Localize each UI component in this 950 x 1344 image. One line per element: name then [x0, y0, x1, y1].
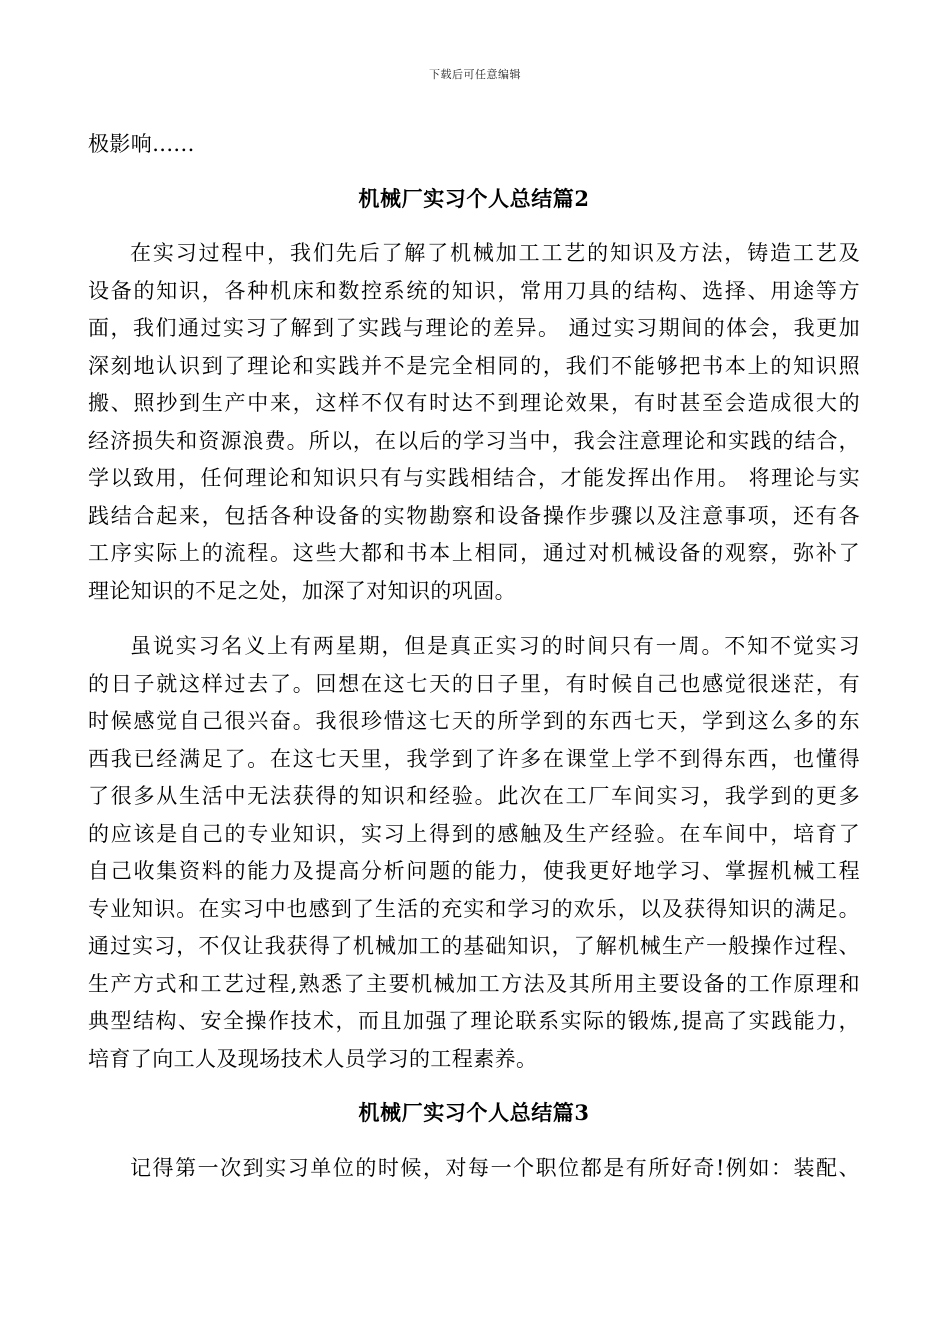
paragraph-line: 学以致用，任何理论和知识只有与实践相结合，才能发挥出作用。 将理论与实: [88, 466, 860, 490]
paragraph-line: 深刻地认识到了理论和实践并不是完全相同的，我们不能够把书本上的知识照: [88, 353, 860, 378]
paragraph-line: 的日子就这样过去了。回想在这七天的日子里，有时候自己也感觉很迷茫，有: [88, 671, 860, 696]
paragraph-line: 专业知识。在实习中也感到了生活的充实和学习的欢乐，以及获得知识的满足。: [88, 896, 860, 921]
section-3-title: 机械厂实习个人总结篇3: [358, 1100, 590, 1125]
paragraph-line: 自己收集资料的能力及提高分析问题的能力，使我更好地学习、掌握机械工程: [88, 859, 860, 883]
paragraph-line: 培育了向工人及现场技术人员学习的工程素养。: [88, 1046, 538, 1071]
paragraph-line: 理论知识的不足之处，加深了对知识的巩固。: [88, 578, 516, 603]
paragraph-line: 了很多从生活中无法获得的知识和经验。此次在工厂车间实习，我学到的更多: [88, 784, 860, 808]
page-header: 下载后可任意编辑: [429, 68, 521, 81]
document-body: [88, 126, 860, 1187]
paragraph-line: 工序实际上的流程。这些大都和书本上相同，通过对机械设备的观察，弥补了: [88, 541, 860, 565]
paragraph-line: 践结合起来，包括各种设备的实物勘察和设备操作步骤以及注意事项，还有各: [88, 503, 860, 528]
previous-section-tail: 极影响......: [88, 132, 195, 156]
paragraph-line: 西我已经满足了。在这七天里，我学到了许多在课堂上学不到得东西，也懂得: [88, 746, 860, 771]
section-2-paragraph-2: [88, 628, 860, 1078]
paragraph-line: 生产方式和工艺过程,熟悉了主要机械加工方法及其所用主要设备的工作原理和: [88, 971, 860, 996]
paragraph-line: 搬、照抄到生产中来，这样不仅有时达不到理论效果，有时甚至会造成很大的: [88, 391, 860, 415]
paragraph-line: 在实习过程中，我们先后了解了机械加工工艺的知识及方法，铸造工艺及: [130, 241, 860, 265]
paragraph-line: 记得第一次到实习单位的时候，对每一个职位都是有所好奇!例如：装配、: [130, 1155, 860, 1180]
paragraph-line: 虽说实习名义上有两星期，但是真正实习的时间只有一周。不知不觉实习: [130, 634, 860, 658]
section-2-title: 机械厂实习个人总结篇2: [358, 185, 590, 211]
section-3-paragraph-1: [88, 1150, 860, 1188]
paragraph-line: 面，我们通过实习了解到了实践与理论的差异。 通过实习期间的体会，我更加: [88, 316, 860, 340]
paragraph-line: 典型结构、安全操作技术，而且加强了理论联系实际的锻炼,提高了实践能力，: [88, 1009, 860, 1033]
paragraph-line: 的应该是自己的专业知识，实习上得到的感触及生产经验。在车间中，培育了: [88, 821, 860, 846]
section-2-paragraph-1: [88, 235, 860, 610]
paragraph-line: 时候感觉自己很兴奋。我很珍惜这七天的所学到的东西七天，学到这么多的东: [88, 709, 860, 733]
paragraph-line: 设备的知识，各种机床和数控系统的知识，常用刀具的结构、选择、用途等方: [88, 278, 860, 303]
paragraph-line: 通过实习，不仅让我获得了机械加工的基础知识，了解机械生产一般操作过程、: [88, 934, 860, 958]
paragraph-line: 经济损失和资源浪费。所以，在以后的学习当中，我会注意理论和实践的结合，: [88, 428, 860, 453]
